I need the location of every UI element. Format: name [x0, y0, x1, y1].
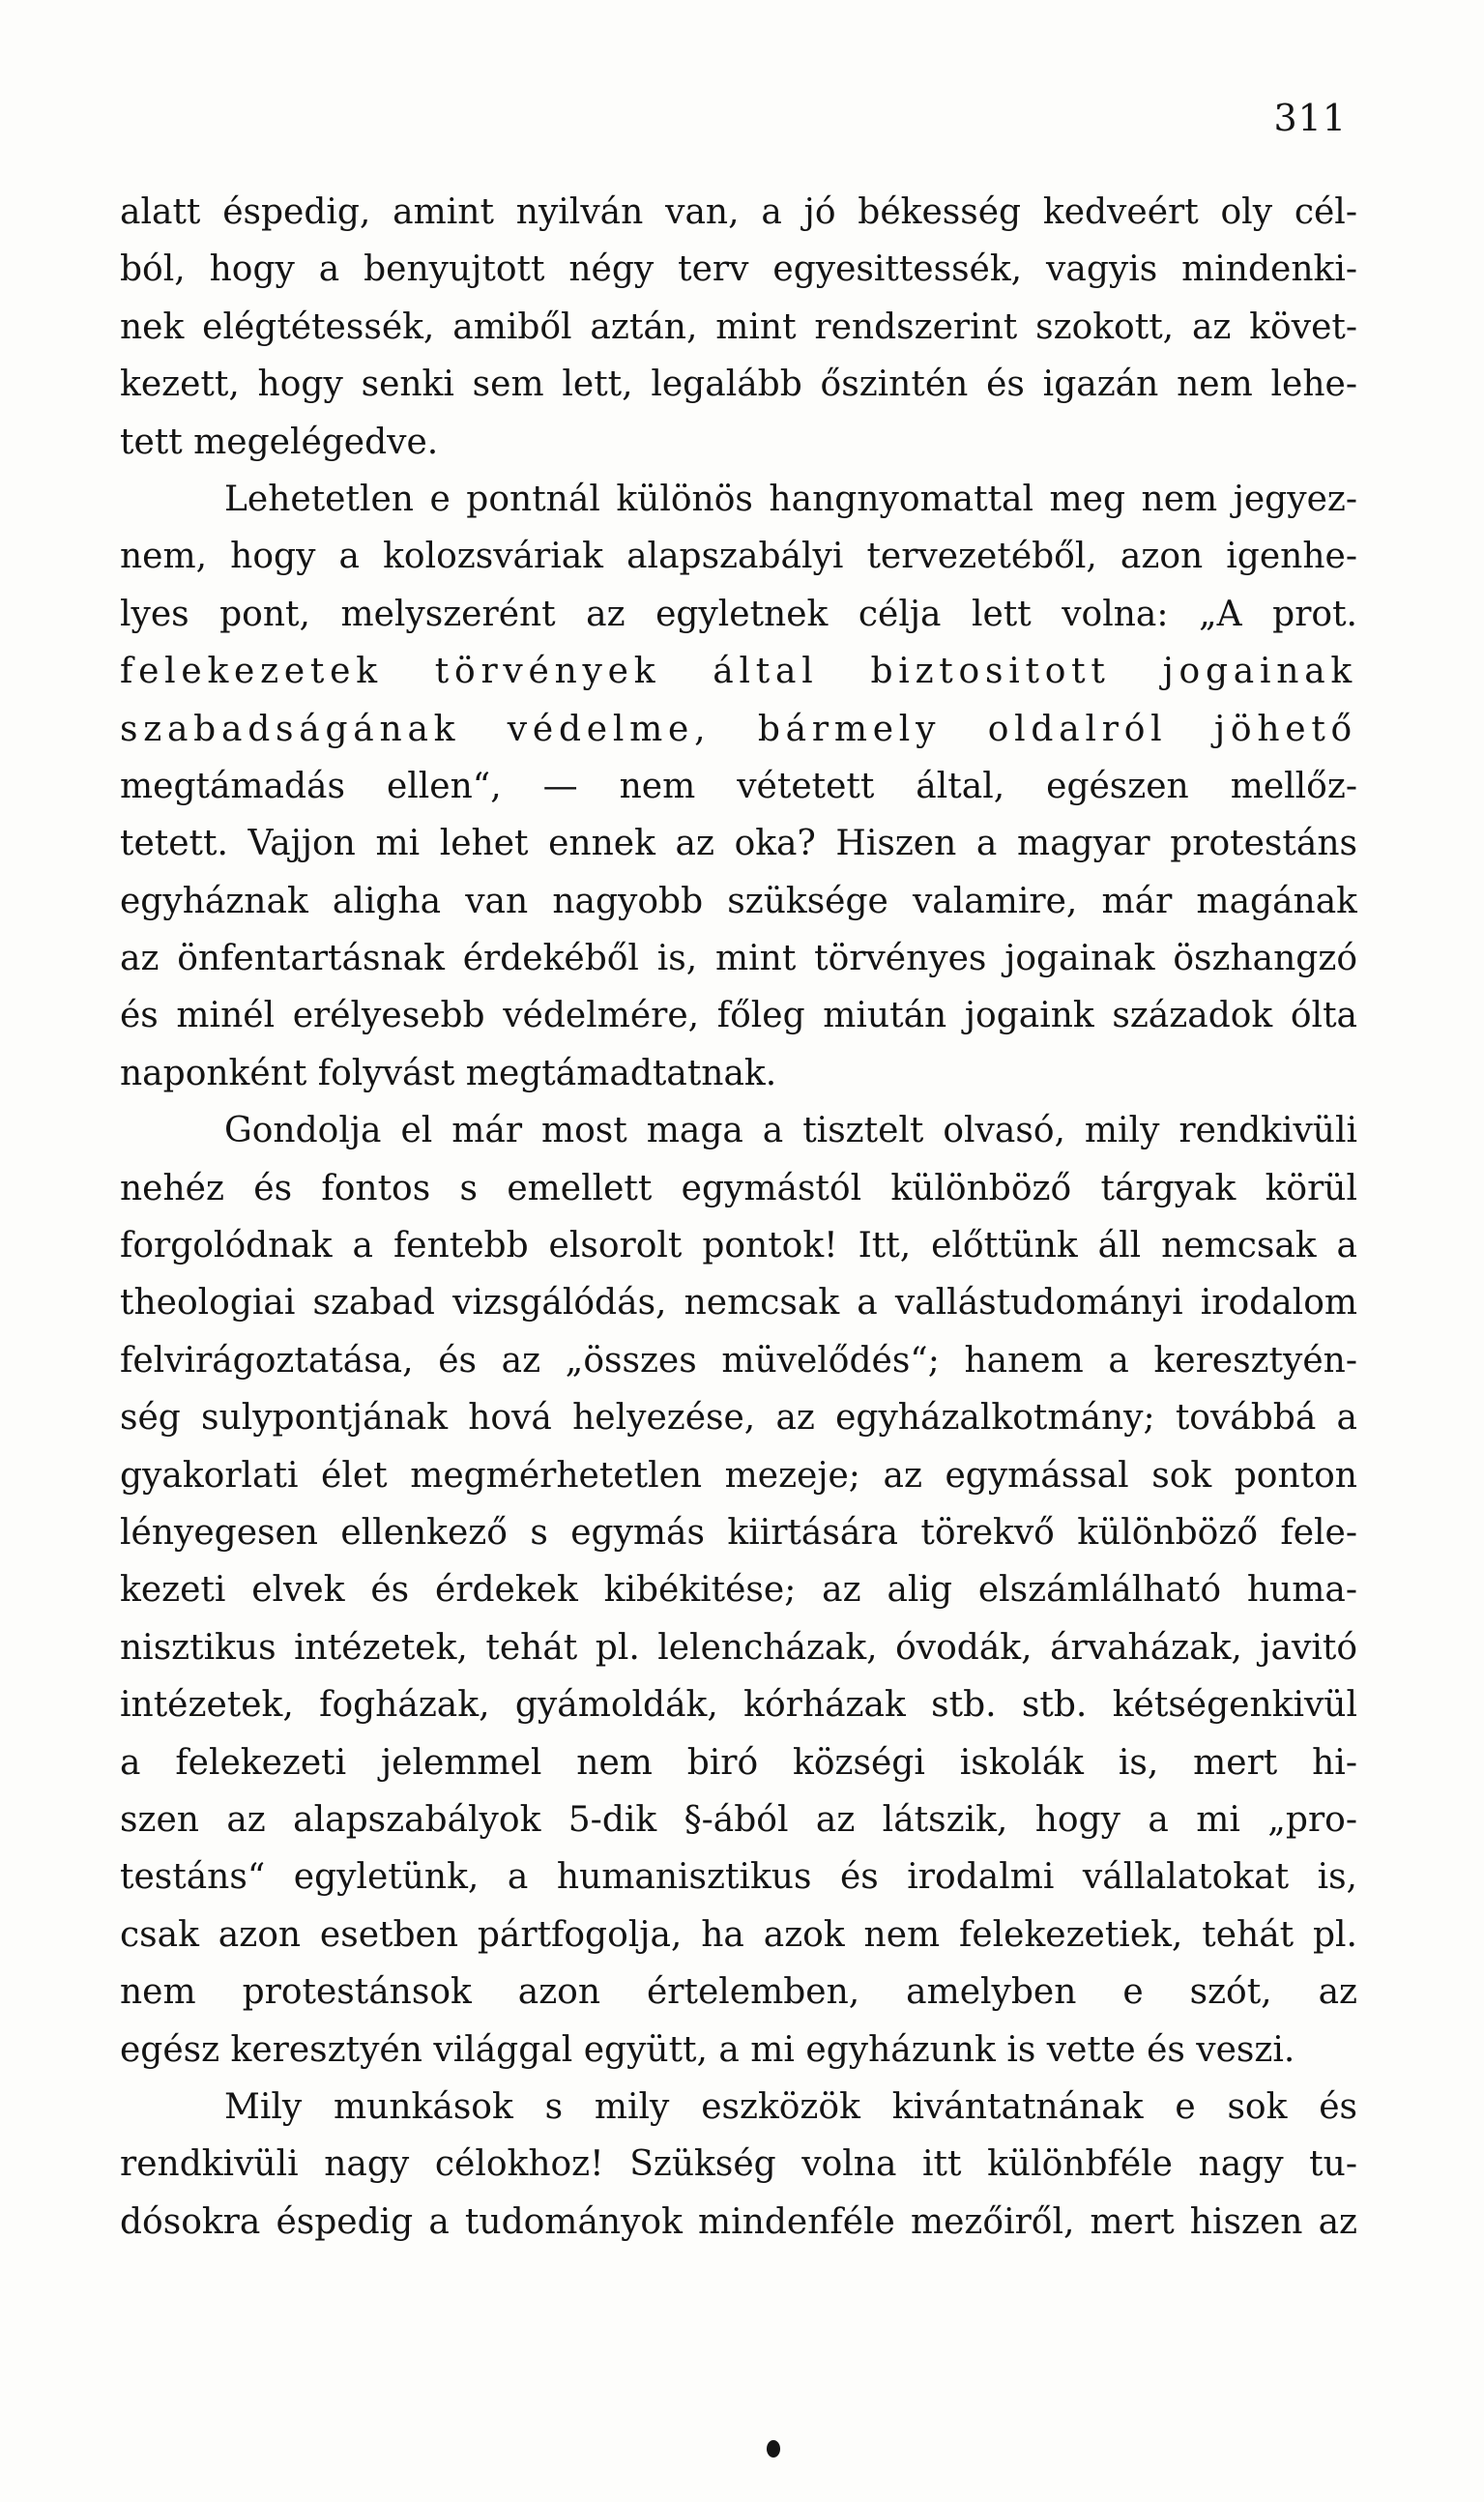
- text-line: Lehetetlen e pontnál különös hangnyomattal meg nem jegyez-: [224, 479, 1357, 519]
- text-line: kezeti elvek és érdekek kibékitése; az alig elszámlálható huma-: [120, 1570, 1357, 1611]
- text-line: megtámadás ellen“, — nem vétetett által, egészen mellőz-: [120, 766, 1357, 806]
- text-line: tetett. Vajjon mi lehet ennek az oka? Hiszen a magyar protestáns: [120, 824, 1357, 864]
- text-line: nehéz és fontos s emellett egymástól különböző tárgyak körül: [120, 1168, 1357, 1208]
- text-line: szabadságának védelme, bármely oldalról jöhető: [120, 709, 1357, 749]
- text-line: naponként folyvást megtámadtatnak.: [120, 1053, 777, 1093]
- text-line: intézetek, fogházak, gyámoldák, kórházak stb. stb. kétségenkivül: [120, 1685, 1357, 1726]
- text-line: nem, hogy a kolozsváriak alapszabályi tervezetéből, azon igenhe-: [120, 537, 1357, 577]
- text-line: felvirágoztatása, és az „összes müvelődés“; hanem a keresztyén-: [120, 1340, 1357, 1381]
- text-line: nem protestánsok azon értelemben, amelyben e szót, az: [120, 1972, 1357, 2013]
- text-line: lyes pont, melyszerént az egyletnek célja lett volna: „A prot.: [120, 594, 1357, 634]
- text-line: kezett, hogy senki sem lett, legalább őszintén és igazán nem lehe-: [120, 364, 1357, 405]
- text-line: lényegesen ellenkező s egymás kiirtására törekvő különböző fele-: [120, 1512, 1357, 1553]
- text-line: egyháznak aligha van nagyobb szüksége valamire, már magának: [120, 881, 1357, 921]
- ink-dot-mark: [767, 2440, 780, 2458]
- text-line: felekezetek törvények által biztositott jogainak: [120, 652, 1357, 692]
- text-line: nisztikus intézetek, tehát pl. lelencházak, óvodák, árvaházak, javitó: [120, 1627, 1357, 1668]
- body-text: [120, 184, 1357, 2251]
- text-line: dósokra éspedig a tudományok mindenféle mezőiről, mert hiszen az: [120, 2201, 1357, 2242]
- text-line: rendkivüli nagy célokhoz! Szükség volna itt különbféle nagy tu-: [120, 2144, 1357, 2185]
- text-line: az önfentartásnak érdekéből is, mint törvényes jogainak öszhangzó: [120, 939, 1357, 979]
- text-line: theologiai szabad vizsgálódás, nemcsak a vallástudományi irodalom: [120, 1283, 1357, 1324]
- text-line: csak azon esetben pártfogolja, ha azok nem felekezetiek, tehát pl.: [120, 1914, 1357, 1955]
- text-line: és minél erélyesebb védelmére, főleg miután jogaink századok ólta: [120, 996, 1357, 1036]
- text-line: testáns“ egyletünk, a humanisztikus és irodalmi vállalatokat is,: [120, 1857, 1357, 1898]
- text-line: egész keresztyén világgal együtt, a mi egyházunk is vette és veszi.: [120, 2029, 1295, 2070]
- text-line: a felekezeti jelemmel nem biró községi iskolák is, mert hi-: [120, 1742, 1357, 1783]
- text-line: szen az alapszabályok 5-dik §-ából az látszik, hogy a mi „pro-: [120, 1799, 1357, 1840]
- text-line: Mily munkások s mily eszközök kivántatnának e sok és: [224, 2086, 1357, 2127]
- page-number: 311: [1273, 97, 1347, 139]
- text-line: gyakorlati élet megmérhetetlen mezeje; az egymással sok ponton: [120, 1455, 1357, 1496]
- text-line: alatt éspedig, amint nyilván van, a jó békesség kedveért oly cél-: [120, 192, 1357, 232]
- text-line: nek elégtétessék, amiből aztán, mint rendszerint szokott, az követ-: [120, 306, 1357, 347]
- text-line: Gondolja el már most maga a tisztelt olvasó, mily rendkivüli: [224, 1111, 1357, 1151]
- text-line: ség sulypontjának hová helyezése, az egyházalkotmány; továbbá a: [120, 1398, 1357, 1439]
- text-line: forgolódnak a fentebb elsorolt pontok! Itt, előttünk áll nemcsak a: [120, 1226, 1357, 1266]
- text-line: ból, hogy a benyujtott négy terv egyesittessék, vagyis mindenki-: [120, 249, 1357, 290]
- text-line: tett megelégedve.: [120, 422, 439, 462]
